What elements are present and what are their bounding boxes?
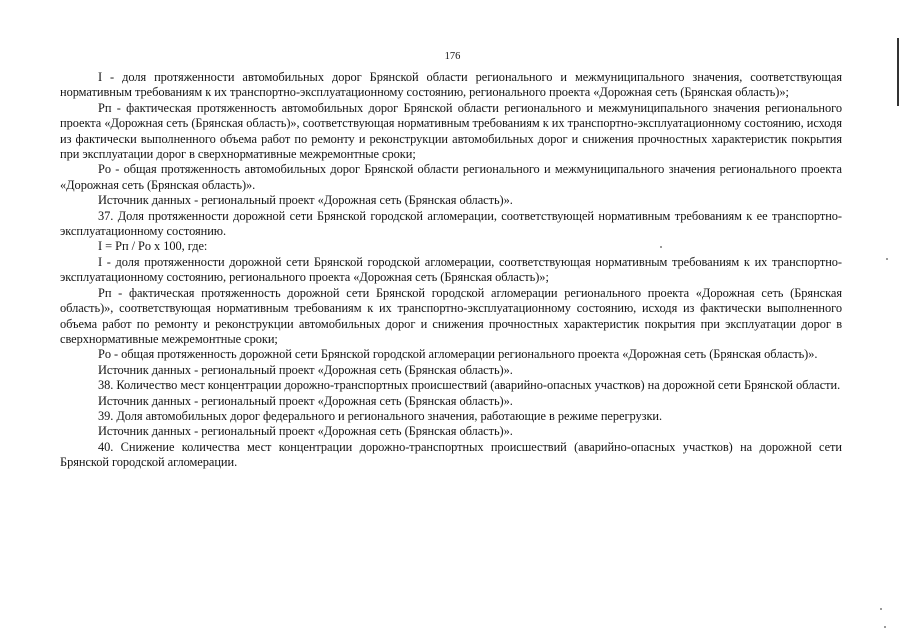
paragraph-definition-pn: Pп - фактическая протяженность автомобильных дорог Брянской области регионального и межмуниципального значения регионального проекта «Дорожная сеть (Брянская область)», соответствующая нормативным требованиям к их транспортно-эксплуатационному состоянию, исходя из фактически выполненного объема работ по ремонту и реконструкции автомобильных дорог и снижения прочностных характеристик покрытия при эксплуатации дорог в сверхнормативные межремонтные сроки; <box>60 100 842 162</box>
paragraph-formula: I = Pп / Pо x 100, где: <box>98 239 208 254</box>
document-body <box>60 70 842 471</box>
paragraph-definition-po: Pо - общая протяженность автомобильных дорог Брянской области регионального и межмуниципального значения регионального проекта «Дорожная сеть (Брянская область)». <box>60 162 842 192</box>
scan-speck <box>884 626 886 628</box>
paragraph-item-40: 40. Снижение количества мест концентрации дорожно-транспортных происшествий (аварийно-опасных участков) на дорожной сети Брянской городской агломерации. <box>60 439 842 470</box>
scan-speck <box>880 608 882 610</box>
paragraph-item-39: 39. Доля автомобильных дорог федерального и регионального значения, работающие в режиме перегрузки. <box>98 408 663 423</box>
scan-edge-line <box>897 38 899 106</box>
paragraph-definition-i: I - доля протяженности дорожной сети Брянской городской агломерации, соответствующая нормативным требованиям к их транспортно-эксплуатационному состоянию, регионального проекта «Дорожная сеть (Брянская область)»; <box>60 254 842 285</box>
scan-speck <box>660 246 662 248</box>
paragraph-data-source: Источник данных - региональный проект «Дорожная сеть (Брянская область)». <box>98 362 513 377</box>
paragraph-definition-pn: Pп - фактическая протяженность дорожной сети Брянской городской агломерации регионального проекта «Дорожная сеть (Брянская область)», соответствующая нормативным требованиям к их транспортно-эксплуатационному состоянию, исходя из фактически выполненного объема работ по ремонту и реконструкции автомобильных дорог и снижения прочностных характеристик покрытия при эксплуатации дорог в сверхнормативные межремонтные сроки; <box>60 285 842 346</box>
paragraph-definition-po: Pо - общая протяженность дорожной сети Брянской городской агломерации регионального проекта «Дорожная сеть (Брянская область)». <box>98 347 818 362</box>
scan-speck <box>886 258 888 260</box>
paragraph-item-38: 38. Количество мест концентрации дорожно-транспортных происшествий (аварийно-опасных участков) на дорожной сети Брянской области. <box>98 378 841 393</box>
paragraph-item-37: 37. Доля протяженности дорожной сети Брянской городской агломерации, соответствующей нормативным требованиям к ее транспортно-эксплуатационному состоянию. <box>60 208 842 239</box>
paragraph-data-source: Источник данных - региональный проект «Дорожная сеть (Брянская область)». <box>98 193 513 208</box>
page-number: 176 <box>444 51 461 62</box>
paragraph-data-source: Источник данных - региональный проект «Дорожная сеть (Брянская область)». <box>98 393 513 408</box>
paragraph-data-source: Источник данных - региональный проект «Дорожная сеть (Брянская область)». <box>98 424 513 439</box>
paragraph-definition-i: I - доля протяженности автомобильных дорог Брянской области регионального и межмуниципального значения, соответствующая нормативным требованиям к их транспортно-эксплуатационному состоянию, регионального проекта «Дорожная сеть (Брянская область)»; <box>60 70 842 100</box>
